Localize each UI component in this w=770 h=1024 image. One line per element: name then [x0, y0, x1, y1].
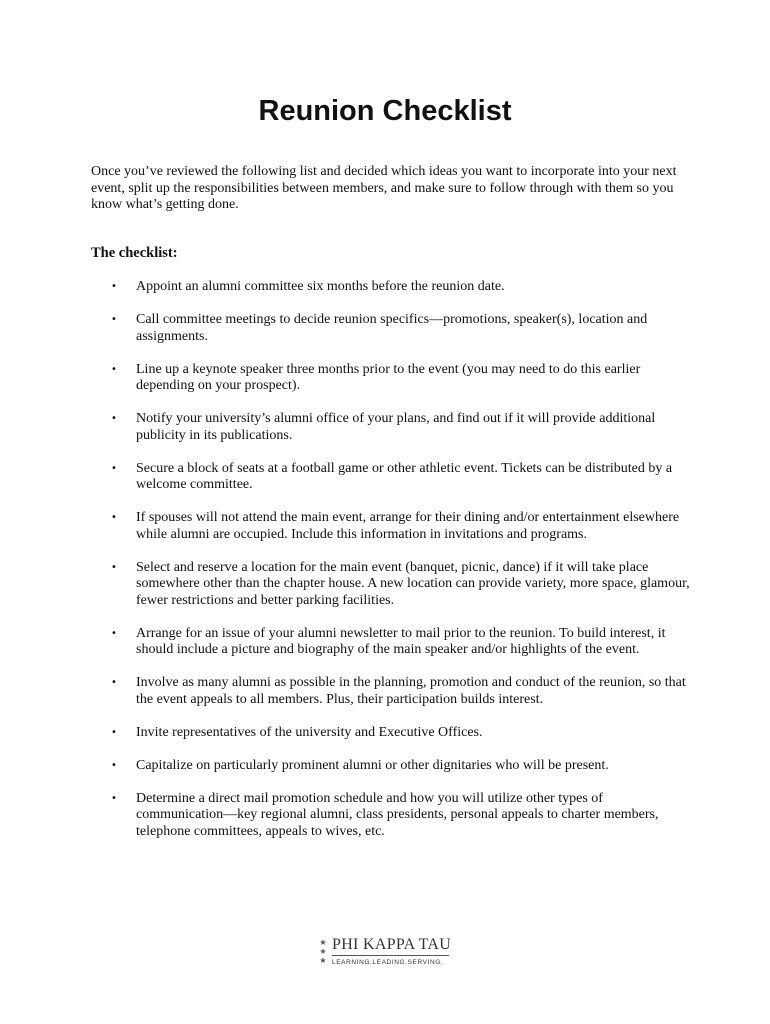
checklist-item [91, 791, 691, 841]
checklist-item [91, 279, 691, 296]
logo-divider [332, 955, 449, 956]
bullet-icon: • [111, 561, 117, 573]
checklist-item [91, 675, 691, 708]
checklist-item [91, 510, 691, 543]
bullet-icon: • [111, 759, 117, 771]
checklist-item-text: Secure a block of seats at a football game or other athletic event. Tickets can be distributed by a welcome committee. [136, 460, 673, 492]
bullet-icon: • [111, 512, 117, 523]
checklist-item [91, 362, 691, 395]
bullet-icon: • [111, 462, 117, 474]
checklist-item-text: Invite representatives of the university and Executive Offices. [136, 724, 483, 740]
checklist-item-text: Line up a keynote speaker three months prior to the event (you may need to do this earlier depending on your prospect). [136, 361, 641, 393]
checklist-item-text: Involve as many alumni as possible in the planning, promotion and conduct of the reunion, so that the event appeals to all members. Plus, their participation builds interest. [136, 675, 686, 707]
checklist-item-text: Determine a direct mail promotion schedule and how you will utilize other types of communication—key regional alumni, class presidents, personal appeals to charter members, telephone committees, appeals to wives, etc. [136, 790, 659, 839]
checklist-item-text: Capitalize on particularly prominent alumni or other dignitaries who will be present. [136, 757, 609, 773]
checklist-item-text: Appoint an alumni committee six months before the reunion date. [136, 279, 505, 294]
checklist-item [91, 411, 691, 444]
bullet-icon: • [111, 627, 117, 639]
checklist-item-text: If spouses will not attend the main event, arrange for their dining and/or entertainment elsewhere while alumni are occupied. Include this information in invitations and programs. [136, 510, 680, 542]
three-stars-icon: ★ ★ ★ [319, 938, 327, 965]
bullet-icon: • [111, 413, 117, 424]
checklist [91, 279, 691, 857]
bullet-icon: • [111, 726, 117, 738]
bullet-icon: • [111, 314, 117, 325]
checklist-item-text: Call committee meetings to decide reunion specifics—promotions, speaker(s), location and assignments. [136, 312, 648, 344]
checklist-heading: The checklist: [91, 245, 178, 261]
bullet-icon: • [111, 281, 117, 292]
checklist-item [91, 758, 691, 775]
checklist-item-text: Notify your university’s alumni office of your plans, and find out if it will provide additional publicity in its publications. [136, 411, 656, 443]
bullet-icon: • [111, 792, 117, 804]
checklist-item [91, 560, 691, 610]
logo-tagline: LEARNING.LEADING.SERVING. [332, 959, 444, 966]
checklist-item [91, 461, 691, 494]
checklist-item [91, 312, 691, 345]
page-title: Reunion Checklist [258, 95, 512, 127]
intro-paragraph: Once you’ve reviewed the following list and decided which ideas you want to incorporate into your next event, split up the responsibilities between members, and make sure to follow through with them so you know what’s getting done. [91, 164, 677, 212]
bullet-icon: • [111, 677, 117, 688]
checklist-item [91, 626, 691, 659]
logo-name: PHI KAPPA TAU [332, 936, 452, 953]
checklist-item-text: Select and reserve a location for the main event (banquet, picnic, dance) if it will take place somewhere other than the chapter house. A new location can provide variety, more space, glamour, fewer restrictions and better parking facilities. [136, 559, 690, 608]
checklist-item-text: Arrange for an issue of your alumni newsletter to mail prior to the reunion. To build interest, it should include a picture and biography of the main speaker and/or highlights of the event. [136, 625, 666, 657]
bullet-icon: • [111, 363, 117, 375]
phi-kappa-tau-logo [318, 936, 458, 970]
checklist-item [91, 725, 691, 742]
